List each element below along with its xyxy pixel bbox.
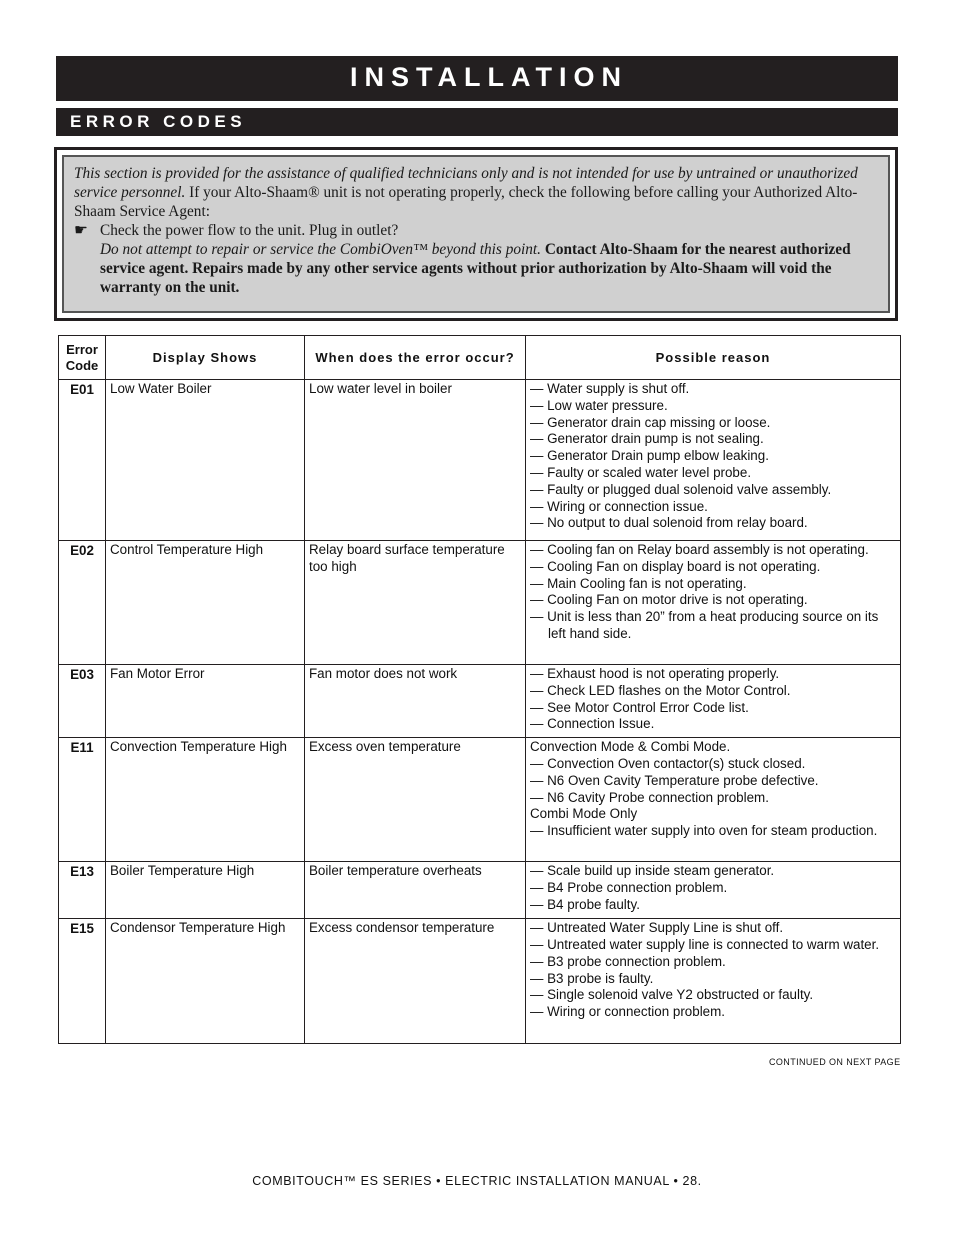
- reason-item: — Main Cooling fan is not operating.: [530, 575, 747, 591]
- display-shows-cell: Low Water Boiler: [106, 380, 305, 541]
- error-code-cell: E11: [59, 738, 106, 862]
- page-title: INSTALLATION: [350, 62, 628, 92]
- service-notice-box: [54, 147, 898, 321]
- table-row: [59, 919, 901, 1044]
- reason-item: — Generator drain pump is not sealing.: [530, 431, 764, 447]
- table-row: [59, 738, 901, 862]
- when-occur-cell: Excess condensor temperature: [305, 919, 526, 1044]
- reason-item: — Exhaust hood is not operating properly.: [530, 666, 780, 681]
- reason-item: — Faulty or plugged dual solenoid valve assembly.: [530, 481, 832, 497]
- reason-item: Combi Mode Only: [530, 806, 638, 822]
- notice-bullet-text: Check the power flow to the unit. Plug in outlet?: [100, 222, 399, 239]
- notice-warning-bold: Contact Alto-Shaam for the nearest authorized service agent. Repairs made by any other service agents without prior authorization by Alto-Shaam will void the warranty on the unit.: [100, 241, 851, 296]
- possible-reason-cell: [526, 380, 901, 541]
- possible-reason-cell: [526, 738, 901, 862]
- reason-item: — Convection Oven contactor(s) stuck closed.: [530, 755, 806, 771]
- reason-item: — Cooling Fan on motor drive is not operating.: [530, 592, 808, 608]
- service-notice-content: [62, 155, 890, 313]
- possible-reason-cell: [526, 541, 901, 665]
- notice-warning: [74, 240, 878, 297]
- subsection-banner: [56, 108, 898, 136]
- display-shows-cell: Convection Temperature High: [106, 738, 305, 862]
- error-code-cell: E03: [59, 665, 106, 738]
- reason-item: — Cooling Fan on display board is not operating.: [530, 558, 821, 574]
- header-possible-reason: Possible reason: [526, 336, 901, 380]
- reason-item: — Check LED flashes on the Motor Control.: [530, 682, 791, 698]
- display-shows-cell: Fan Motor Error: [106, 665, 305, 738]
- error-code-cell: E02: [59, 541, 106, 665]
- error-code-cell: E15: [59, 919, 106, 1044]
- when-occur-cell: Fan motor does not work: [305, 665, 526, 738]
- error-code-cell: E13: [59, 862, 106, 919]
- possible-reason-cell: [526, 862, 901, 919]
- pointing-hand-icon: ☛: [74, 222, 88, 239]
- reason-item: — B4 probe faulty.: [530, 896, 640, 912]
- when-occur-cell: Excess oven temperature: [305, 738, 526, 862]
- subsection-title: ERROR CODES: [70, 112, 247, 131]
- reason-item: — N6 Oven Cavity Temperature probe defective.: [530, 772, 819, 788]
- reason-item: — Scale build up inside steam generator.: [530, 863, 775, 879]
- continued-note: CONTINUED ON NEXT PAGE: [769, 1057, 901, 1067]
- reason-item: — Unit is less than 20” from a heat producing source on its left hand side.: [530, 609, 879, 641]
- possible-reason-cell: [526, 665, 901, 738]
- display-shows-cell: Control Temperature High: [106, 541, 305, 665]
- table-header-row: [59, 336, 901, 380]
- reason-item: — B4 Probe connection problem.: [530, 879, 728, 895]
- header-display-shows: Display Shows: [106, 336, 305, 380]
- possible-reason-cell: [526, 919, 901, 1044]
- reason-item: — No output to dual solenoid from relay board.: [530, 515, 808, 531]
- when-occur-cell: Low water level in boiler: [305, 380, 526, 541]
- reason-item: — Connection Issue.: [530, 716, 655, 732]
- notice-intro-plain: If your Alto-Shaam® unit is not operating properly, check the following before calling your Authorized Alto-Shaam Service Agent:: [74, 184, 858, 220]
- error-codes-table: [58, 335, 901, 1044]
- reason-item: — Wiring or connection issue.: [530, 498, 708, 514]
- reason-item: — Insufficient water supply into oven for steam production.: [530, 823, 878, 839]
- when-occur-cell: Relay board surface temperature too high: [305, 541, 526, 665]
- reason-item: — B3 probe is faulty.: [530, 970, 654, 986]
- notice-bullet: [74, 221, 878, 240]
- reason-item: Convection Mode & Combi Mode.: [530, 739, 731, 755]
- reason-item: — N6 Cavity Probe connection problem.: [530, 789, 769, 805]
- reason-item: — Faulty or scaled water level probe.: [530, 464, 752, 480]
- notice-intro: [74, 164, 878, 221]
- reason-item: — Low water pressure.: [530, 397, 668, 413]
- reason-item: — Water supply is shut off.: [530, 381, 690, 396]
- header-error-code: Error Code: [59, 336, 106, 380]
- error-code-cell: E01: [59, 380, 106, 541]
- table-row: [59, 665, 901, 738]
- section-banner: [56, 56, 898, 101]
- reason-item: — Generator Drain pump elbow leaking.: [530, 448, 769, 464]
- reason-item: — Cooling fan on Relay board assembly is not operating.: [530, 542, 869, 557]
- page-footer: COMBITOUCH™ ES SERIES • ELECTRIC INSTALLATION MANUAL • 28.: [252, 1174, 702, 1188]
- table-row: [59, 862, 901, 919]
- reason-item: — See Motor Control Error Code list.: [530, 699, 749, 715]
- table-row: [59, 541, 901, 665]
- reason-item: — B3 probe connection problem.: [530, 953, 726, 969]
- table-row: [59, 380, 901, 541]
- header-when-occur: When does the error occur?: [305, 336, 526, 380]
- reason-item: — Single solenoid valve Y2 obstructed or faulty.: [530, 987, 814, 1003]
- reason-item: — Untreated Water Supply Line is shut off.: [530, 920, 784, 936]
- reason-item: — Wiring or connection problem.: [530, 1004, 725, 1020]
- notice-warning-italic: Do not attempt to repair or service the CombiOven™ beyond this point.: [100, 241, 541, 258]
- when-occur-cell: Boiler temperature overheats: [305, 862, 526, 919]
- reason-item: — Generator drain cap missing or loose.: [530, 414, 771, 430]
- notice-intro-italic: This section is provided for the assistance of qualified technicians only and is not intended for use by untrained or unauthorized service personnel.: [74, 165, 858, 201]
- reason-item: — Untreated water supply line is connected to warm water.: [530, 936, 880, 952]
- display-shows-cell: Boiler Temperature High: [106, 862, 305, 919]
- display-shows-cell: Condensor Temperature High: [106, 919, 305, 1044]
